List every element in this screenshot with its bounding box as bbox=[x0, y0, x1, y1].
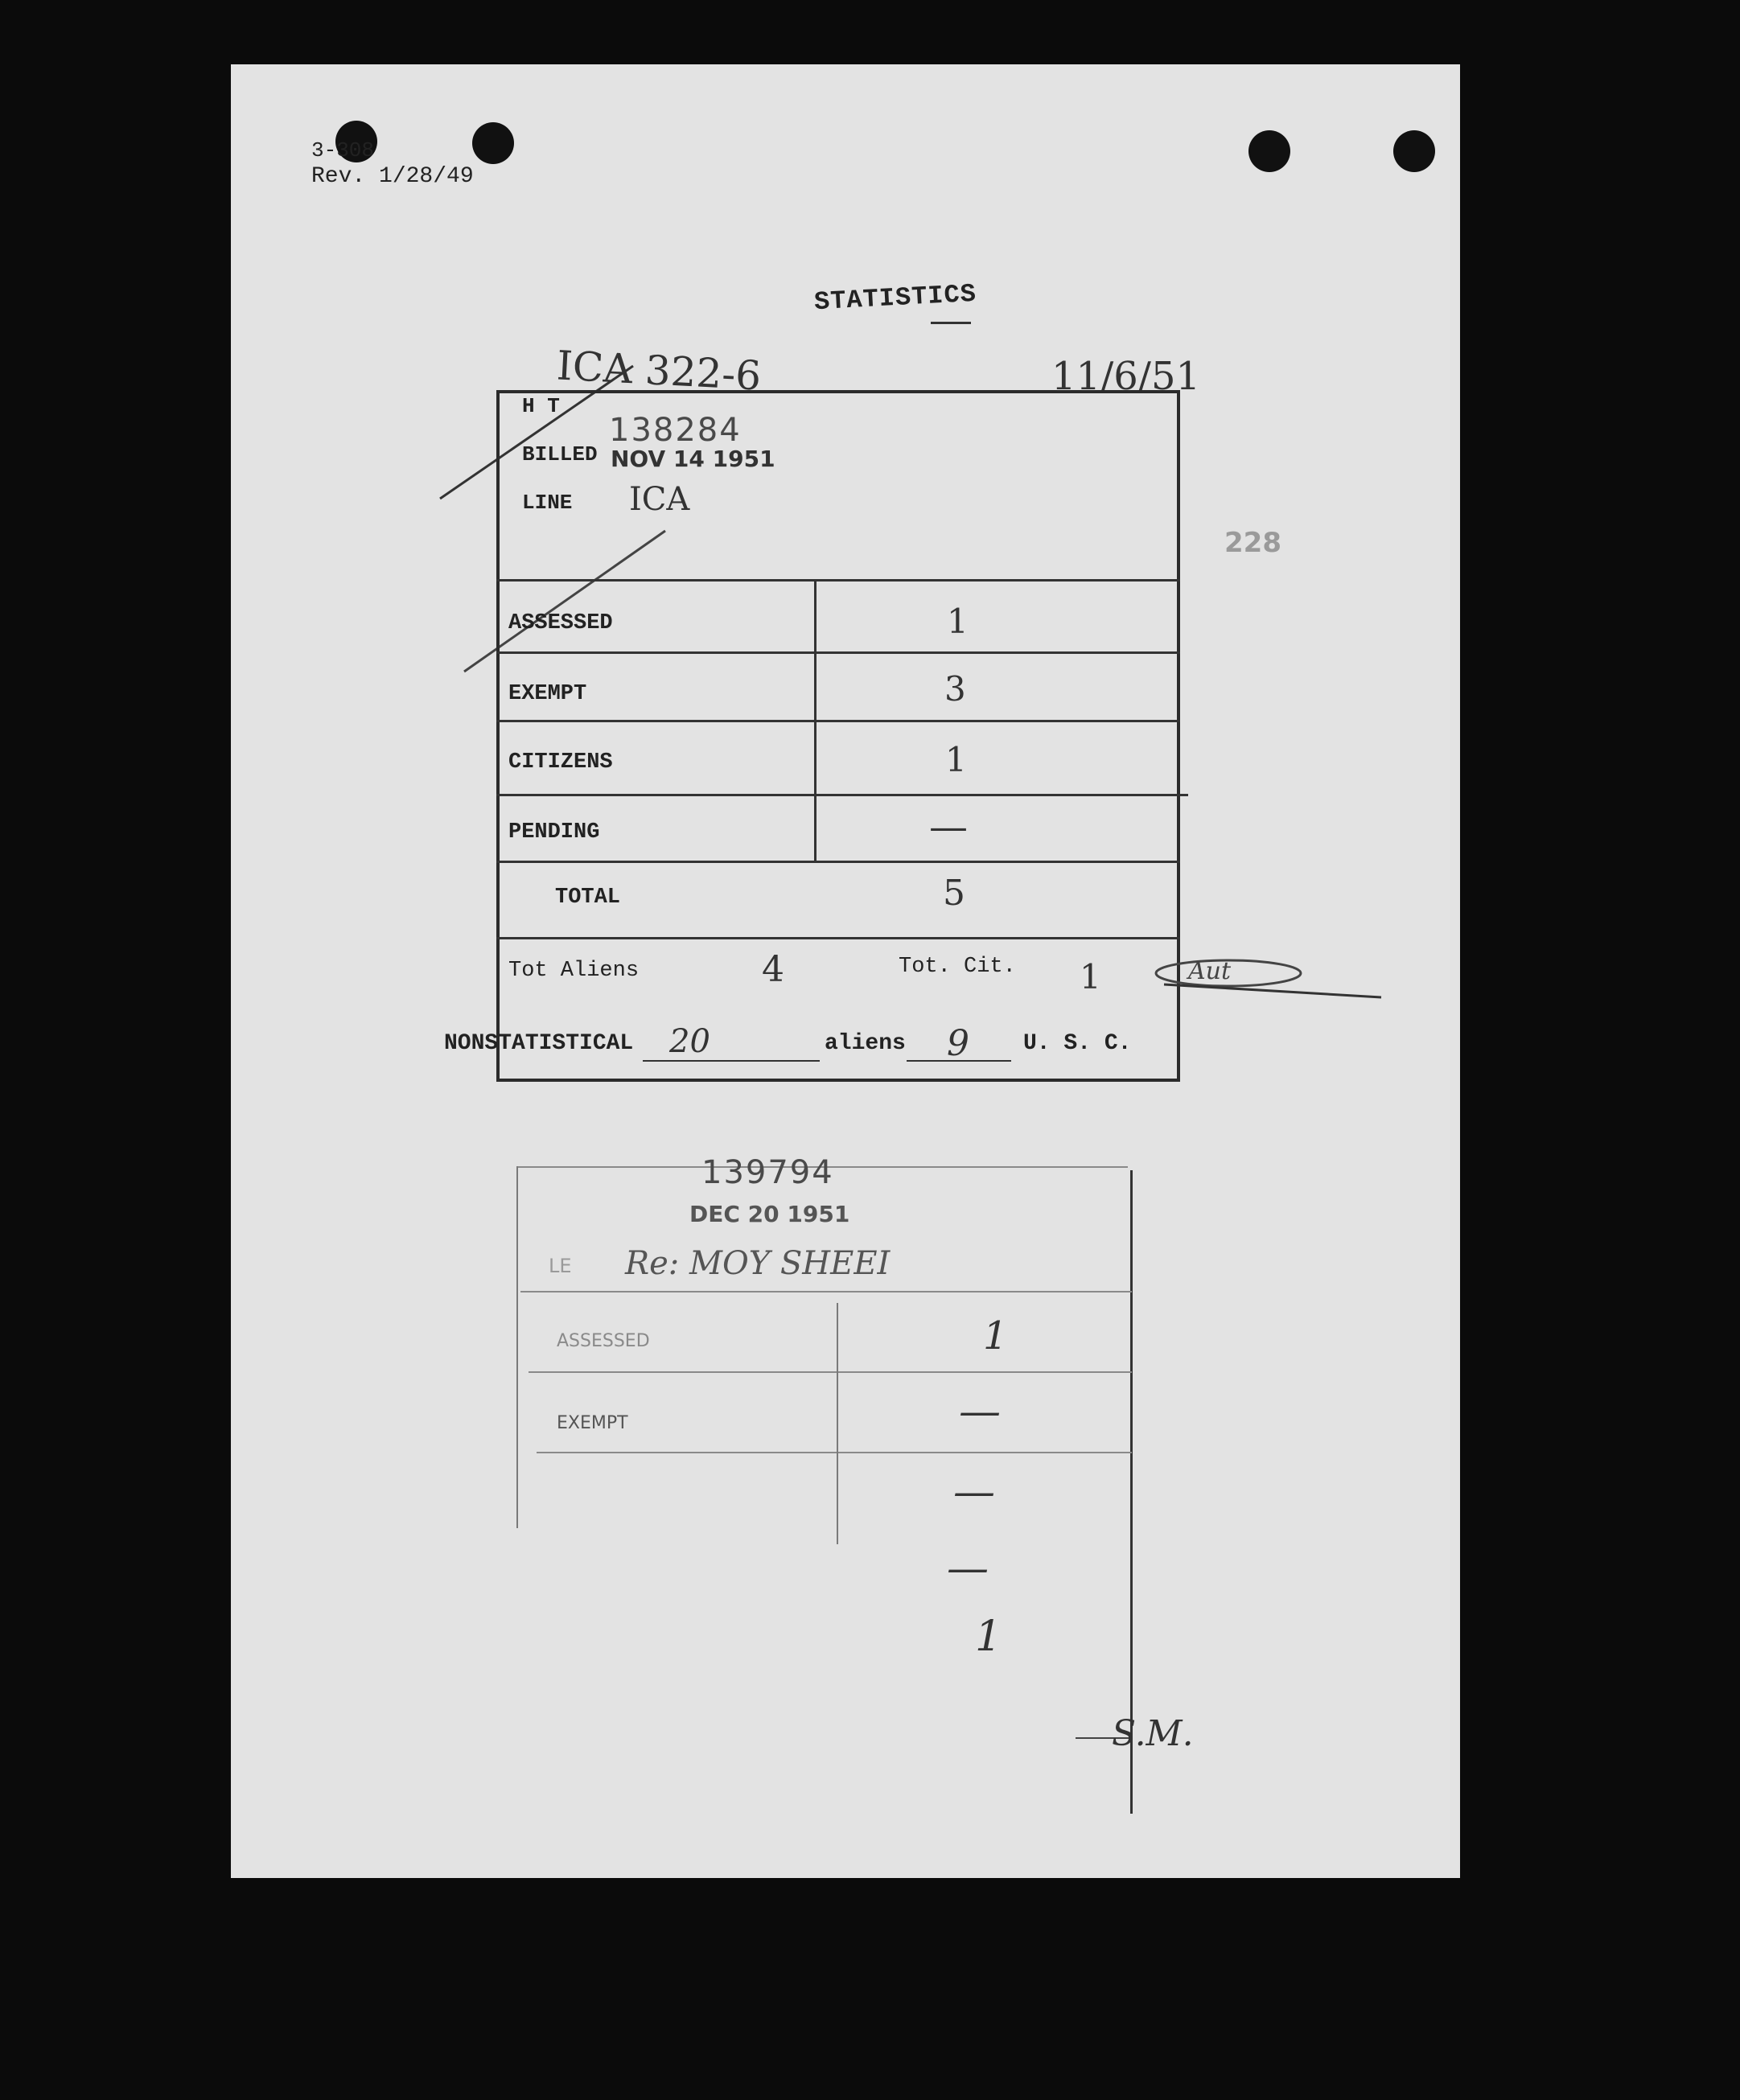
card2-row-line bbox=[529, 1371, 1132, 1373]
assessed-label: ASSESSED bbox=[508, 611, 613, 635]
total-label: TOTAL bbox=[555, 886, 621, 910]
billed-label: BILLED bbox=[522, 442, 598, 466]
billed-date-stamp: NOV 14 1951 bbox=[611, 446, 775, 472]
card2-row-line bbox=[537, 1452, 1132, 1453]
card2-number: 139794 bbox=[701, 1154, 834, 1191]
card2-row3-value: — bbox=[953, 1468, 995, 1516]
card2-date-stamp: DEC 20 1951 bbox=[689, 1201, 850, 1227]
row-divider bbox=[496, 720, 1180, 722]
nonstatistical-count: 20 bbox=[669, 1023, 710, 1060]
card2-row-line bbox=[520, 1291, 1132, 1292]
card2-row4-value: — bbox=[947, 1544, 989, 1592]
header-divider bbox=[496, 579, 1180, 582]
assessed-value: 1 bbox=[947, 602, 969, 641]
card2-line-prefix: LE bbox=[549, 1255, 572, 1277]
row-divider bbox=[496, 937, 1180, 939]
form-number: 3-308 bbox=[311, 138, 375, 162]
signature-flourish bbox=[1148, 957, 1389, 1005]
ht-label: H T bbox=[522, 394, 560, 418]
statistics-stamp: STATISTICS bbox=[813, 278, 977, 318]
row-divider bbox=[496, 651, 1180, 654]
nonstatistical-label: NONSTATISTICAL bbox=[444, 1031, 634, 1056]
tot-cit-label: Tot. Cit. bbox=[899, 955, 1016, 979]
nonstat-count-line bbox=[643, 1060, 820, 1062]
pending-label: PENDING bbox=[508, 820, 600, 845]
usc-label: U. S. C. bbox=[1023, 1031, 1132, 1056]
exempt-value: 3 bbox=[944, 669, 966, 709]
citizens-value: 1 bbox=[945, 740, 967, 779]
aliens-label: aliens bbox=[825, 1031, 906, 1056]
card2-left-edge bbox=[516, 1166, 518, 1528]
tot-cit-value: 1 bbox=[1080, 957, 1101, 997]
total-value: 5 bbox=[943, 873, 965, 914]
pending-value: — bbox=[929, 804, 968, 849]
card2-initials: S.M. bbox=[1112, 1713, 1194, 1754]
document-page bbox=[231, 64, 1460, 1878]
ht-number: 138284 bbox=[609, 412, 742, 449]
card2-row5-value: 1 bbox=[975, 1613, 1002, 1661]
punch-hole bbox=[1393, 130, 1435, 172]
card2-column-line bbox=[837, 1303, 838, 1544]
row-divider bbox=[496, 794, 1188, 796]
margin-number: 228 bbox=[1224, 527, 1281, 559]
citizens-label: CITIZENS bbox=[508, 750, 613, 775]
card2-assessed-label: ASSESSED bbox=[557, 1331, 650, 1351]
tot-aliens-label: Tot Aliens bbox=[508, 959, 640, 983]
form-revision: Rev. 1/28/49 bbox=[311, 164, 474, 189]
row-divider bbox=[496, 861, 1180, 863]
card2-note: Re: MOY SHEEI bbox=[625, 1245, 891, 1282]
usc-count: 9 bbox=[947, 1023, 969, 1064]
line-label: LINE bbox=[522, 491, 573, 515]
tot-aliens-value: 4 bbox=[762, 949, 784, 990]
initials-signature: Aut bbox=[1188, 957, 1232, 985]
line-value: ICA bbox=[629, 481, 690, 518]
card2-exempt-label: EXEMPT bbox=[557, 1413, 628, 1433]
stamp-underline bbox=[931, 322, 971, 324]
form-date: 11/6/51 bbox=[1051, 354, 1201, 399]
file-reference: ICA 322-6 bbox=[555, 342, 763, 400]
card2-assessed-value: 1 bbox=[983, 1313, 1008, 1358]
punch-hole bbox=[1248, 130, 1290, 172]
punch-hole bbox=[472, 122, 514, 164]
exempt-label: EXEMPT bbox=[508, 682, 587, 706]
card2-exempt-value: — bbox=[959, 1387, 1001, 1436]
